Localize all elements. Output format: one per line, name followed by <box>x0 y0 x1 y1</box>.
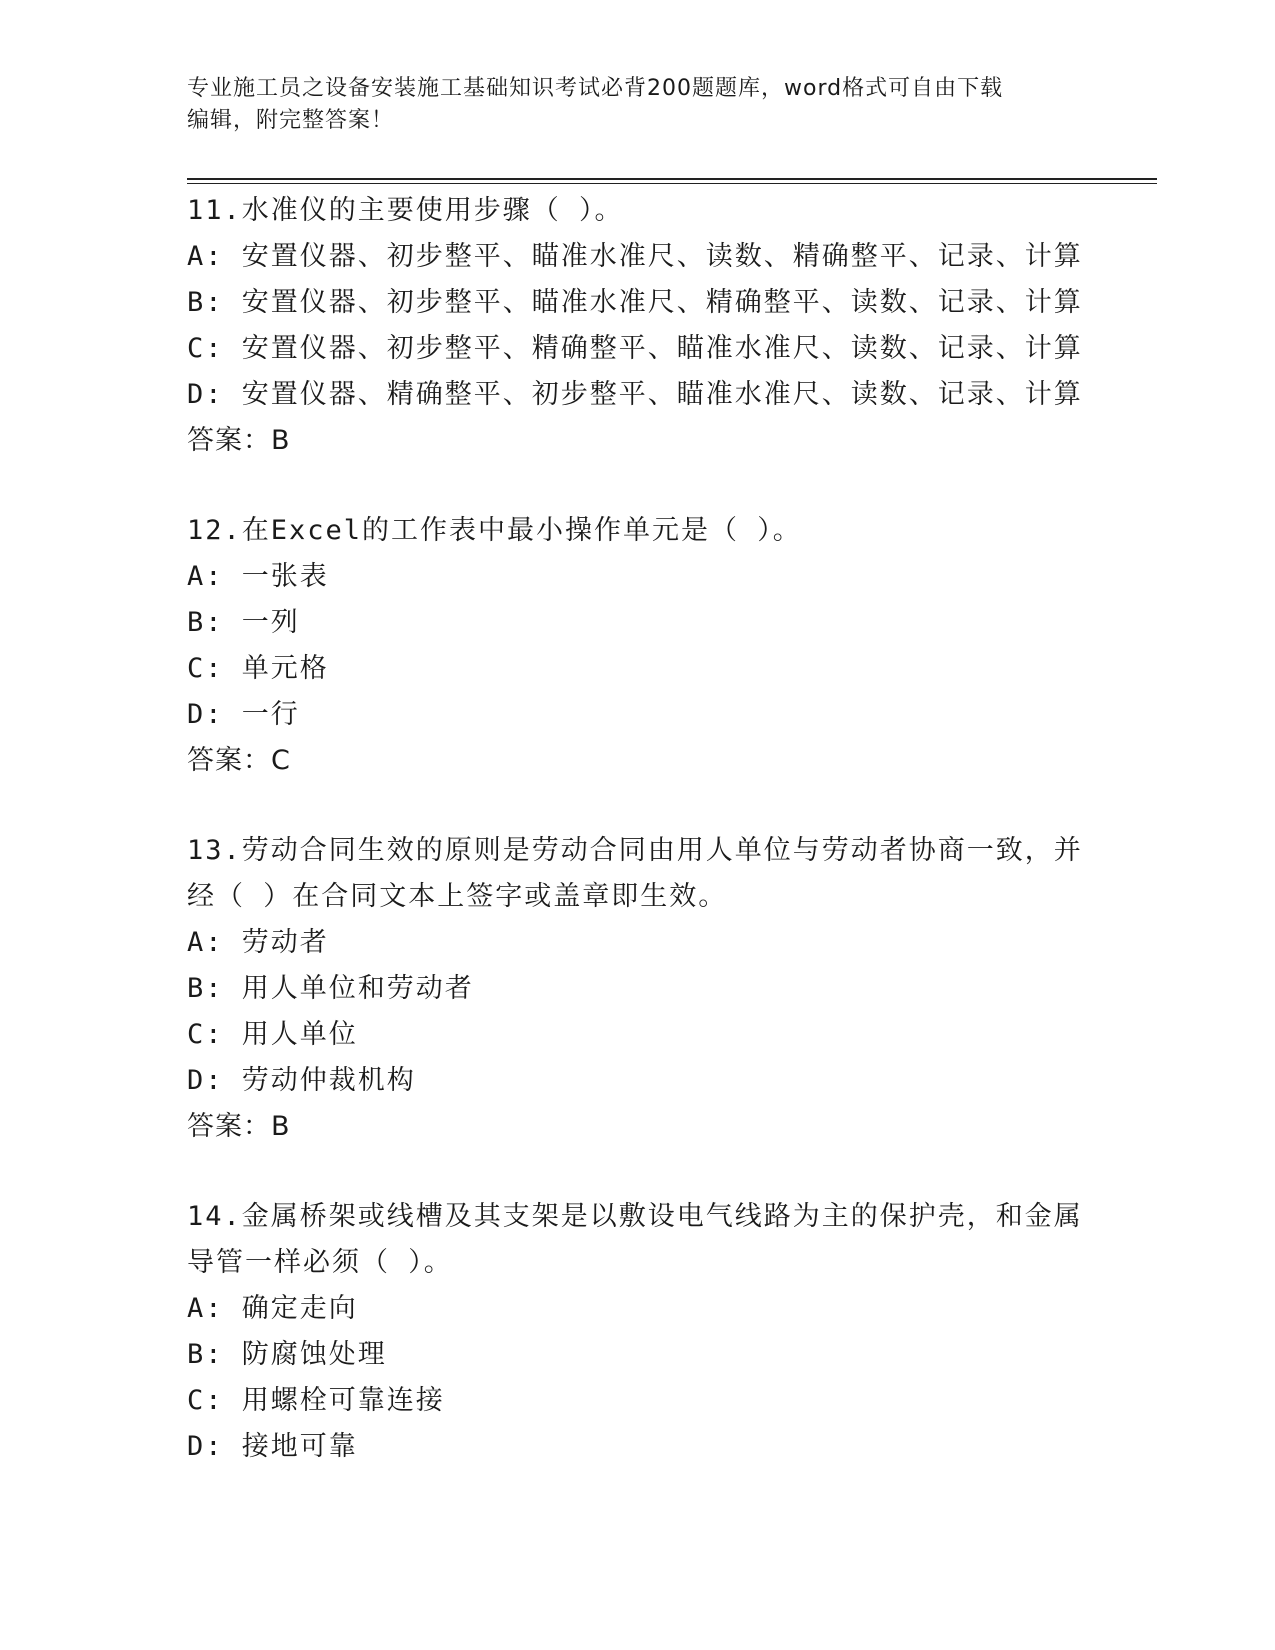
header-divider-thick <box>187 178 1157 180</box>
answer-option <box>187 1332 1087 1378</box>
option-separator: : <box>205 241 242 272</box>
question-stem-line: 12.在Excel的工作表中最小操作单元是（ ）。 <box>187 515 802 546</box>
option-key: D <box>187 1431 206 1462</box>
answer-option <box>187 1286 1087 1332</box>
option-key: D <box>187 1065 206 1096</box>
answer-option <box>187 234 1087 280</box>
option-text: 单元格 <box>241 653 329 684</box>
option-text: 劳动者 <box>241 927 329 958</box>
option-key: A <box>187 1293 206 1324</box>
option-separator: : <box>205 287 242 318</box>
answer-option <box>187 280 1087 326</box>
question-stem-line: 14.金属桥架或线槽及其支架是以敷设电气线路为主的保护壳，和金属 <box>187 1201 1083 1232</box>
option-separator: : <box>205 1385 242 1416</box>
question-list <box>187 188 1087 1514</box>
option-text: 安置仪器、初步整平、瞄准水准尺、精确整平、读数、记录、计算 <box>241 287 1083 318</box>
option-separator: : <box>205 1293 242 1324</box>
option-key: C <box>187 1385 206 1416</box>
option-key: B <box>187 287 206 318</box>
option-separator: : <box>205 379 242 410</box>
option-separator: : <box>205 699 242 730</box>
option-key: C <box>187 333 206 364</box>
answer-option <box>187 966 1087 1012</box>
option-key: B <box>187 1339 206 1370</box>
header-divider-thin <box>187 183 1157 184</box>
question-stem-line: 经（ ）在合同文本上签字或盖章即生效。 <box>187 881 728 912</box>
answer-option <box>187 920 1087 966</box>
question-block <box>187 1194 1087 1470</box>
option-text: 接地可靠 <box>241 1431 358 1462</box>
option-key: B <box>187 973 206 1004</box>
header-title-line-1: 专业施工员之设备安装施工基础知识考试必背200题题库，word格式可自由下载 <box>187 76 1004 101</box>
option-separator: : <box>205 927 242 958</box>
document-page <box>187 0 1157 1650</box>
option-text: 一列 <box>241 607 300 638</box>
document-header <box>187 73 1087 137</box>
answer-option <box>187 554 1087 600</box>
answer-key: 答案：C <box>187 745 291 776</box>
option-separator: : <box>205 561 242 592</box>
option-separator: : <box>205 1431 242 1462</box>
option-separator: : <box>205 607 242 638</box>
question-stem-line: 11.水准仪的主要使用步骤（ ）。 <box>187 195 624 226</box>
option-text: 确定走向 <box>241 1293 358 1324</box>
option-text: 防腐蚀处理 <box>241 1339 387 1370</box>
option-separator: : <box>205 1065 242 1096</box>
question-stem-line: 13.劳动合同生效的原则是劳动合同由用人单位与劳动者协商一致，并 <box>187 835 1083 866</box>
option-key: C <box>187 653 206 684</box>
option-text: 用螺栓可靠连接 <box>241 1385 445 1416</box>
option-separator: : <box>205 333 242 364</box>
answer-option <box>187 326 1087 372</box>
option-key: D <box>187 699 206 730</box>
option-text: 安置仪器、精确整平、初步整平、瞄准水准尺、读数、记录、计算 <box>241 379 1083 410</box>
header-title-line-2: 编辑，附完整答案！ <box>187 108 395 133</box>
answer-key: 答案：B <box>187 1111 291 1142</box>
option-text: 用人单位和劳动者 <box>241 973 474 1004</box>
option-key: C <box>187 1019 206 1050</box>
answer-option <box>187 1058 1087 1104</box>
answer-option <box>187 1424 1087 1470</box>
option-text: 劳动仲裁机构 <box>241 1065 416 1096</box>
option-key: D <box>187 379 206 410</box>
option-separator: : <box>205 1339 242 1370</box>
option-text: 安置仪器、初步整平、精确整平、瞄准水准尺、读数、记录、计算 <box>241 333 1083 364</box>
option-separator: : <box>205 1019 242 1050</box>
answer-option <box>187 600 1087 646</box>
option-key: B <box>187 607 206 638</box>
option-text: 用人单位 <box>241 1019 358 1050</box>
answer-option <box>187 1378 1087 1424</box>
question-block <box>187 828 1087 1150</box>
question-block <box>187 188 1087 464</box>
question-stem-line: 导管一样必须（ ）。 <box>187 1247 453 1278</box>
option-text: 一张表 <box>241 561 329 592</box>
answer-option <box>187 646 1087 692</box>
option-key: A <box>187 561 206 592</box>
answer-option <box>187 1012 1087 1058</box>
answer-option <box>187 372 1087 418</box>
option-text: 一行 <box>241 699 300 730</box>
question-block <box>187 508 1087 784</box>
option-text: 安置仪器、初步整平、瞄准水准尺、读数、精确整平、记录、计算 <box>241 241 1083 272</box>
option-separator: : <box>205 973 242 1004</box>
answer-option <box>187 692 1087 738</box>
answer-key: 答案：B <box>187 425 291 456</box>
option-key: A <box>187 241 206 272</box>
option-key: A <box>187 927 206 958</box>
option-separator: : <box>205 653 242 684</box>
